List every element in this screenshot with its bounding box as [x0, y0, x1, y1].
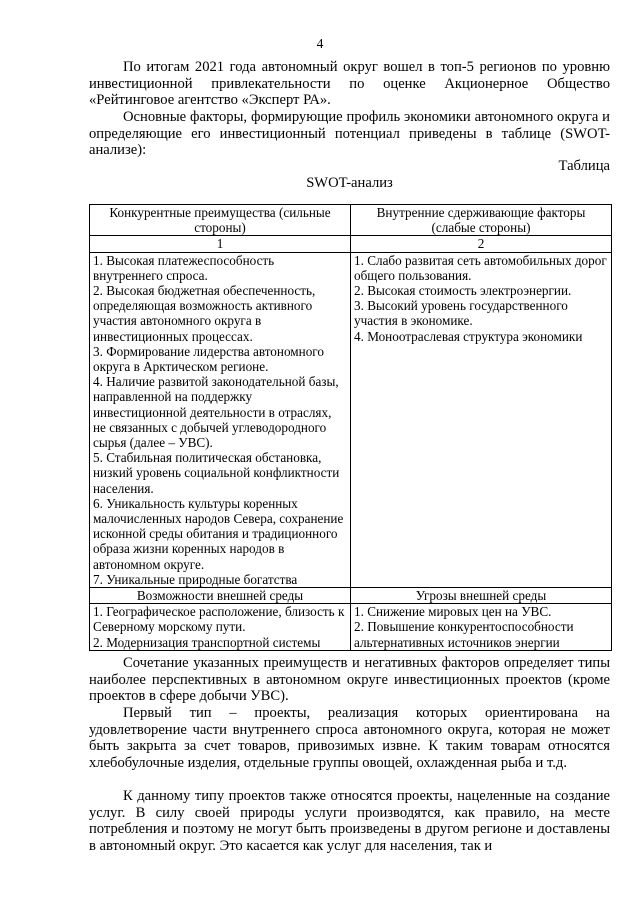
table-header-row	[90, 588, 612, 604]
column-number-1: 1	[90, 236, 351, 252]
threat-item: 2. Повышение конкурентоспособности альтернативных источников энергии	[354, 619, 574, 650]
table-header-row	[90, 205, 612, 236]
strengths-cell	[90, 252, 351, 587]
intro-paragraph-1: По итогам 2021 года автономный округ вошел в топ-5 регионов по уровню инвестиционной привлекательности по оценке Акционерное Общество «Рейтинговое агентство «Эксперт РА».	[89, 59, 610, 109]
weakness-item: 2. Высокая стоимость электроэнергии.	[354, 283, 572, 299]
strength-item: 2. Высокая бюджетная обеспеченность, определяющая возможность активного участия автономного округа в инвестиционных процессах.	[93, 283, 316, 344]
table-row	[90, 252, 612, 587]
opportunity-item: 1. Географическое расположение, близость к Северному морскому пути.	[93, 604, 345, 635]
strength-item: 4. Наличие развитой законодательной базы, направленной на поддержку инвестиционной деятельности в отраслях, не связанных с добычей углеводородного сырья (далее – УВС).	[93, 374, 339, 451]
strength-item: 5. Стабильная политическая обстановка, низкий уровень социальной конфликтности населения.	[93, 450, 340, 496]
threat-item: 1. Снижение мировых цен на УВС.	[354, 604, 552, 620]
weakness-item: 3. Высокий уровень государственного участия в экономике.	[354, 298, 568, 329]
weakness-item: 4. Моноотраслевая структура экономики	[354, 328, 583, 344]
strength-item: 6. Уникальность культуры коренных малочисленных народов Севера, сохранение исконной среды обитания и традиционного образа жизни коренных народов в автономном округе.	[93, 495, 344, 572]
strengths-header: Конкурентные преимущества (сильные стороны)	[90, 205, 351, 236]
opportunities-cell	[90, 604, 351, 651]
swot-table	[89, 204, 612, 651]
strength-item: 1. Высокая платежеспособность внутреннего спроса.	[93, 252, 275, 283]
weaknesses-header: Внутренние сдерживающие факторы (слабые стороны)	[351, 205, 612, 236]
table-label: Таблица	[558, 158, 610, 174]
body-paragraph-1: Сочетание указанных преимуществ и негативных факторов определяет типы наиболее перспективных в автономном округе инвестиционных проектов (кроме проектов в сфере добычи УВС).	[89, 655, 610, 705]
threats-cell	[351, 604, 612, 651]
body-paragraph-3: К данному типу проектов также относятся проекты, нацеленные на создание услуг. В силу своей природы услуги производятся, как правило, на месте потребления и поэтому не могут быть произведены в другом регионе и доставлены в автономный округ. Это касается как услуг для населения, так и	[89, 788, 610, 854]
page-number: 4	[316, 36, 324, 51]
opportunities-header: Возможности внешней среды	[90, 588, 351, 604]
strength-item: 3. Формирование лидерства автономного округа в Арктическом регионе.	[93, 343, 324, 375]
threats-header: Угрозы внешней среды	[351, 588, 612, 604]
opportunity-item: 2. Модернизация транспортной системы	[93, 634, 321, 650]
table-column-number-row	[90, 236, 612, 252]
column-number-2: 2	[351, 236, 612, 252]
strength-item: 7. Уникальные природные богатства	[93, 571, 298, 587]
weakness-item: 1. Слабо развитая сеть автомобильных дорог общего пользования.	[354, 252, 607, 283]
table-row	[90, 604, 612, 651]
body-paragraph-2: Первый тип – проекты, реализация которых ориентирована на удовлетворение части внутреннего спроса автономного округа, которая не может быть закрыта за счет товаров, привозимых извне. К таким товарам относятся хлебобулочные изделия, отдельные группы овощей, охлажденная рыба и т.д.	[89, 705, 610, 771]
table-title: SWOT-анализ	[306, 175, 393, 191]
weaknesses-cell	[351, 252, 612, 587]
intro-paragraph-2: Основные факторы, формирующие профиль экономики автономного округа и определяющие его инвестиционный потенциал приведены в таблице (SWOT-анализе):	[89, 109, 610, 159]
